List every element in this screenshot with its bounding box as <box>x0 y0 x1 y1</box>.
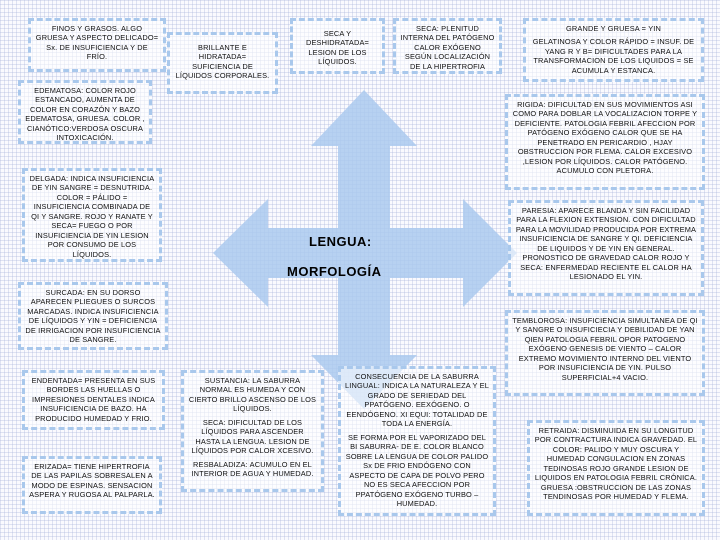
box-grande-gruesa-body: GELATINOSA Y COLOR RÁPIDO = INSUF. DE YANG R Y B= DIFICULTADES PARA LA TRANSFORMACION DE LOS LIQUIDOS = SE ACUMULA Y ESTANCA. <box>532 37 695 75</box>
box-consecuencia-text-2: SE FORMA POR EL VAPORIZADO DEL BI SABURRA- DE E. COLOR BLANCO SOBRE LA LENGUA DE COLOR PALIDO Sx DE FRIO ENDÓGENO CON ASPECTO DE CAPA DE POLVO PERO NO ES SECA AFECCION POR PPATÓGENO EXÓGENO TURBO – HUMEDAD. <box>345 432 489 509</box>
box-endentada <box>22 370 165 430</box>
box-retraida-text: RETRAIDA: DISMINUIDA EN SU LONGITUD POR CONTRACTURA INDICA GRAVEDAD. EL COLOR: PALIDO Y MUY OSCURA Y HUMEDAD CONGULACION EN ZONAS TEDINOSAS ROJO GRANDE LESION DE LIQUIDOS EN PATOLOGIA FEBRIL CRÓNICA. GRUESA :OBSTRUCCION DE LAS ZONAS TENDINOSAS POR HUMEDAD Y FLEMA. <box>534 426 698 502</box>
box-paresia-text: PARESIA: APARECE BLANDA Y SIN FACILIDAD PARA LA FLEXION EXTENSION. CON DIFICULTAD PARA LA MOVILIDAD PRODUCIDA POR EXTREMA INSUFICIENCIA DE SANGRE Y QI. DEFICIENCIA DE LIQUIDOS Y DE YIN EN GENERAL. PRONOSTICO DE GRAVEDAD CALOR ROJO Y SECA: ENFERMEDAD RECIENTE EL CALOR HA LESIONADO EL YIN. <box>515 206 697 282</box>
box-edematosa <box>18 80 152 144</box>
box-retraida <box>527 420 705 516</box>
box-rigida <box>505 94 705 190</box>
center-title-lengua: LENGUA: <box>309 234 372 249</box>
box-grande-gruesa-title: GRANDE Y GRUESA = YIN <box>566 24 661 33</box>
box-seca <box>290 18 385 74</box>
box-grande-gruesa <box>523 18 704 82</box>
box-delgada <box>22 168 162 262</box>
box-seca-plenitud-text: SECA: PLENITUD INTERNA DEL PATÓGENO CALOR EXÓGENO SEGÚN LOCALIZACIÓN DE LA HIPERTROFIA <box>400 24 495 71</box>
cross-arrows-shape <box>213 90 517 409</box>
box-erizada <box>22 456 162 514</box>
box-seca-plenitud <box>393 18 502 74</box>
box-sustancia-text-3: RESBALADIZA: ACUMULO EN EL INTERIOR DE AGUA Y HUMEDAD. <box>191 459 314 479</box>
box-sustancia-text-2: SECA: DIFICULTAD DE LOS LÍQUIDOS PARA ASCENDER HASTA LA LENGUA. LESION DE LÍQUIDOS POR CALOR XCESIVO. <box>191 417 314 456</box>
box-endentada-text: ENDENTADA= PRESENTA EN SUS BORDES LAS HUELLAS O IMPRESIONES DENTALES INDICA INSUFICIENCIA DE BAZO. HA PRODUCIDO HUMEDAD Y FRIO. <box>31 376 156 423</box>
box-rigida-text: RIGIDA: DIFICULTAD EN SUS MOVIMIENTOS ASI COMO PARA DOBLAR LA VOCALIZACION TORPE Y DEFICIENTE. PATOLOGIA FEBRIL AFECCION POR PATÓGENO EXÓGENO CALOR QUE SE HA PENETRADO EN PERICARDIO , HJAY OBSTRUCCION POR FLEMA. CALOR EXCESIVO ,LESION POR LÍQUIDOS. CALOR PATÓGENO. ACUMULO CON PLETORA. <box>512 100 698 176</box>
box-sustancia-text-1: SUSTANCIA: LA SABURRA NORMAL ES HUMEDA Y CON CIERTO BRILLO ASCENSO DE LOS LÍQUIDOS. <box>188 376 317 414</box>
box-edematosa-text: EDEMATOSA: COLOR ROJO ESTANCADO, AUMENTA DE COLOR EN CORAZÓN Y BAZO EDEMATOSA, GRUESA. COLOR , CIANÓTICO:VERDOSA OSCURA INTOXICACIÓN. <box>25 86 145 143</box>
box-paresia <box>508 200 704 296</box>
box-consecuencia-saburra <box>338 366 496 516</box>
box-surcada-text: SURCADA: EN SU DORSO APARECEN PLIEGUES O SURCOS MARCADAS. INDICA INSUFICIENCIA DE LÍQUIDOS Y YIN = DEFICIENCIA DE IRRIGACION POR INSUFICIENCIA DE SANGRE. <box>25 288 161 345</box>
box-sustancia <box>181 370 324 492</box>
box-surcada <box>18 282 168 350</box>
box-finos-grasos <box>28 18 166 72</box>
box-seca-text: SECA Y DESHIDRATADA= LESION DE LOS LÍQUIDOS. <box>305 29 370 67</box>
box-brillante <box>167 32 278 94</box>
box-temblorosa <box>505 310 705 396</box>
box-brillante-text: BRILLANTE E HIDRATADA= SUFICIENCIA DE LÍQUIDOS CORPORALES. <box>175 43 270 81</box>
box-erizada-text: ERIZADA= TIENE HIPERTROFIA DE LAS PAPILAS SOBRESALEN A MODO DE ESPINAS. SENSACION ASPERA Y RUGOSA AL PALPARLA. <box>29 462 155 500</box>
box-consecuencia-text-1: CONSECUENCIA DE LA SABURRA LINGUAL: INDICA LA NATURALEZA Y EL GRADO DE SERIEDAD DEL PPATÓGENO. EEXÓGENO. O EENDÓGENO. XI EQUI: TOTALIDAD DE TODA LA ENERGÍA. <box>345 372 489 429</box>
center-title-morfologia: MORFOLOGÍA <box>287 264 382 279</box>
box-delgada-text: DELGADA: INDICA INSUFICIENCIA DE YIN SANGRE = DESNUTRIDA. COLOR = PÁLIDO = INSUFICIENCIA COMBINADA DE QI Y SANGRE. ROJO Y RANATE Y SECA= FUEGO O POR INSUFICIENCIA DE YIN LESION POR CONSUMO DE LOS LÍQUIDOS. <box>29 174 155 259</box>
box-finos-grasos-text: FINOS Y GRASOS. ALGO GRUESA Y ASPECTO DELICADO= Sx. DE INSUFICIENCIA Y DE FRÍO. <box>35 24 159 62</box>
box-temblorosa-text: TEMBLOROSA: INSUFICIENCIA SIMULTANEA DE QI Y SANGRE O INSUFICIECIA Y DEBILIDAD DE YAN QIEN PATOLOGIA FEBRIL OPOR PATOGENO EXÓGENO GENESIS DE VIENTO – CALOR EXTREMO MOVIMIENTO INTERNO DEL VIENTO POR INSUFICIENCIA DE YIN. PULSO SUPERFICIAL+4 VACIO. <box>512 316 698 382</box>
